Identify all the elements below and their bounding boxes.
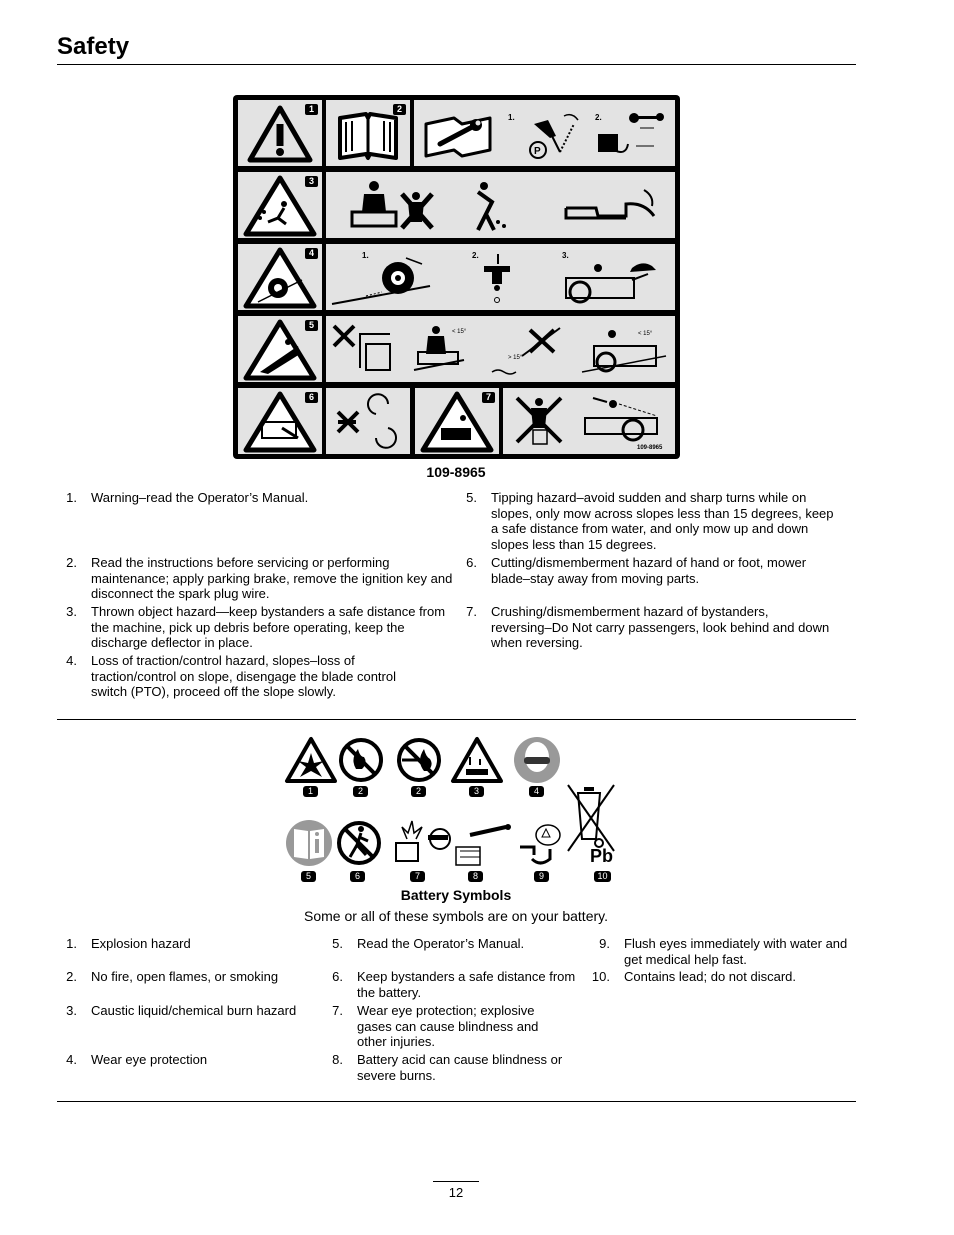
symbol-number: 7	[410, 871, 425, 882]
mower-bystander-icon	[352, 181, 432, 228]
crushing-panel	[415, 388, 499, 454]
eye-protection-icon	[514, 737, 560, 783]
page-number: 12	[448, 1185, 464, 1200]
battery-symbol-graphics	[284, 735, 624, 890]
warning-panel	[238, 100, 322, 166]
bystanders-panel	[326, 172, 675, 238]
item-text: Read the Operator’s Manual.	[357, 936, 525, 951]
item-text: Wear eye protection; explosive gases can cause blindness and other injuries.	[357, 1003, 539, 1049]
keep-bystanders-away-icon	[339, 823, 379, 863]
water-slope-icon	[492, 328, 560, 374]
item-text: Explosion hazard	[91, 936, 191, 951]
traction-step-2-label: 2.	[472, 251, 479, 260]
item-text: Flush eyes immediately with water and get medical help fast.	[624, 936, 848, 967]
item-text: Warning–read the Operator’s Manual.	[91, 490, 309, 505]
no-flames-icon	[399, 740, 439, 780]
item-text: Contains lead; do not discard.	[624, 969, 796, 984]
moving-parts-panel	[326, 388, 410, 454]
traction-loss-icons	[326, 244, 675, 310]
item-text: Wear eye protection	[91, 1052, 208, 1067]
thrown-object-icons	[326, 172, 675, 238]
servicing-panel	[414, 100, 675, 166]
decal-code: 109-8965	[637, 445, 663, 451]
item-text: Cutting/dismemberment hazard of hand or foot, mower blade–stay away from moving parts.	[491, 555, 807, 586]
battery-subtitle: Some or all of these symbols are on your battery.	[304, 908, 608, 924]
section-rule	[57, 1101, 856, 1102]
battery-acid-icon	[456, 824, 511, 865]
slope-limit-gt-label: > 15°	[508, 355, 523, 361]
symbol-number: 5	[301, 871, 316, 882]
item-number: 1.	[66, 936, 77, 951]
item-text: Tipping hazard–avoid sudden and sharp turns while on slopes, only mow across slopes less than 15 degrees, keep a safe distance from water, and only mow up and down slopes less than 15 degrees.	[491, 490, 834, 552]
decal-descriptions	[57, 490, 857, 705]
page-title: Safety	[57, 33, 130, 60]
decal-badge-7: 7	[482, 392, 495, 403]
item-number: 6.	[332, 969, 343, 984]
manual-wrench-icon	[426, 118, 490, 156]
lead-recycle-bin-icon	[568, 785, 614, 851]
item-number: 8.	[332, 1052, 343, 1067]
item-text: Thrown object hazard—keep bystanders a safe distance from the machine, pick up debris before operating, keep the discharge deflector in place.	[91, 604, 446, 650]
read-manual-icon	[286, 820, 332, 866]
item-text: Read the instructions before servicing or performing maintenance; apply parking brake, remove the ignition key and disconnect the spark plug wire.	[91, 555, 453, 601]
symbol-number: 2	[353, 786, 368, 797]
no-passengers-icon	[517, 398, 561, 444]
item-text: Keep bystanders a safe distance from the battery.	[357, 969, 576, 1000]
pto-switch-icon	[484, 254, 510, 303]
pick-up-debris-icon	[478, 182, 506, 230]
symbol-number: 4	[529, 786, 544, 797]
item-number: 5.	[332, 936, 343, 951]
caustic-chemical-icon	[453, 739, 501, 781]
symbol-number: 8	[468, 871, 483, 882]
discharge-deflector-icon	[566, 190, 654, 218]
battery-descriptions	[57, 936, 857, 1086]
decal-badge-6: 6	[305, 392, 318, 403]
item-text: Caustic liquid/chemical burn hazard	[91, 1003, 297, 1018]
flush-eyes-icon	[520, 825, 560, 863]
decal-badge-2: 2	[393, 104, 406, 115]
item-number: 3.	[66, 604, 77, 619]
symbol-number: 9	[534, 871, 549, 882]
look-behind-mower-icon	[585, 398, 657, 440]
manual-panel	[326, 100, 410, 166]
symbol-number: 1	[303, 786, 318, 797]
explosive-gases-eye-icon	[396, 821, 450, 861]
item-number: 5.	[466, 490, 477, 505]
title-rule	[57, 64, 856, 65]
traction-step-3-label: 3.	[562, 251, 569, 260]
symbol-number: 10	[594, 871, 611, 882]
battery-caption: Battery Symbols	[400, 887, 512, 903]
step-2-label: 2.	[595, 113, 602, 122]
slope-limit-icons	[326, 316, 675, 382]
wheel-slip-icon	[332, 258, 430, 304]
decal-badge-4: 4	[305, 248, 318, 259]
decal-caption: 109-8965	[426, 464, 486, 480]
tipping-panel	[238, 316, 322, 382]
servicing-icons	[414, 100, 675, 166]
slope-traction-panel	[326, 244, 675, 310]
traction-step-1-label: 1.	[362, 251, 369, 260]
symbol-number: 3	[469, 786, 484, 797]
slope-limit-lt2-label: < 15°	[638, 331, 653, 337]
item-number: 2.	[66, 969, 77, 984]
section-rule	[57, 719, 856, 720]
thrown-object-panel	[238, 172, 322, 238]
decal-badge-5: 5	[305, 320, 318, 331]
item-text: Crushing/dismemberment hazard of bystanders, reversing–Do Not carry passengers, look behind and down when reversing.	[491, 604, 830, 650]
item-number: 1.	[66, 490, 77, 505]
item-number: 4.	[66, 653, 77, 668]
item-number: 3.	[66, 1003, 77, 1018]
item-number: 2.	[66, 555, 77, 570]
lead-symbol-label: Pb	[590, 846, 614, 866]
symbol-number: 6	[350, 871, 365, 882]
safety-decal	[233, 95, 680, 459]
decal-badge-1: 1	[305, 104, 318, 115]
slow-mower-icon	[566, 263, 656, 302]
step-1-label: 1.	[508, 113, 515, 122]
explosion-hazard-icon	[287, 739, 335, 781]
item-text: No fire, open flames, or smoking	[91, 969, 279, 984]
item-number: 7.	[332, 1003, 343, 1018]
item-number: 6.	[466, 555, 477, 570]
item-number: 4.	[66, 1052, 77, 1067]
page-number-rule	[433, 1181, 479, 1182]
no-fire-icon	[341, 740, 381, 780]
stay-away-blades-icon	[326, 388, 410, 454]
item-number: 9.	[599, 936, 610, 951]
slope-limit-lt-label: < 15°	[452, 329, 467, 335]
ignition-key-icon	[598, 113, 664, 152]
traction-panel	[238, 244, 322, 310]
item-number: 10.	[591, 969, 610, 984]
symbol-number: 2	[411, 786, 426, 797]
decal-badge-3: 3	[305, 176, 318, 187]
cutting-panel	[238, 388, 322, 454]
item-number: 7.	[466, 604, 477, 619]
item-text: Battery acid can cause blindness or severe burns.	[357, 1052, 563, 1083]
item-text: Loss of traction/control hazard, slopes–loss of traction/control on slope, disengage the blade control switch (PTO), proceed off the slope slowly.	[91, 653, 396, 699]
no-sharp-turns-icon	[334, 326, 390, 370]
slope-limits-panel	[326, 316, 675, 382]
parking-brake-icon	[530, 115, 578, 158]
svg-text:P: P	[534, 146, 541, 157]
mower-across-slope-icon	[582, 330, 666, 372]
